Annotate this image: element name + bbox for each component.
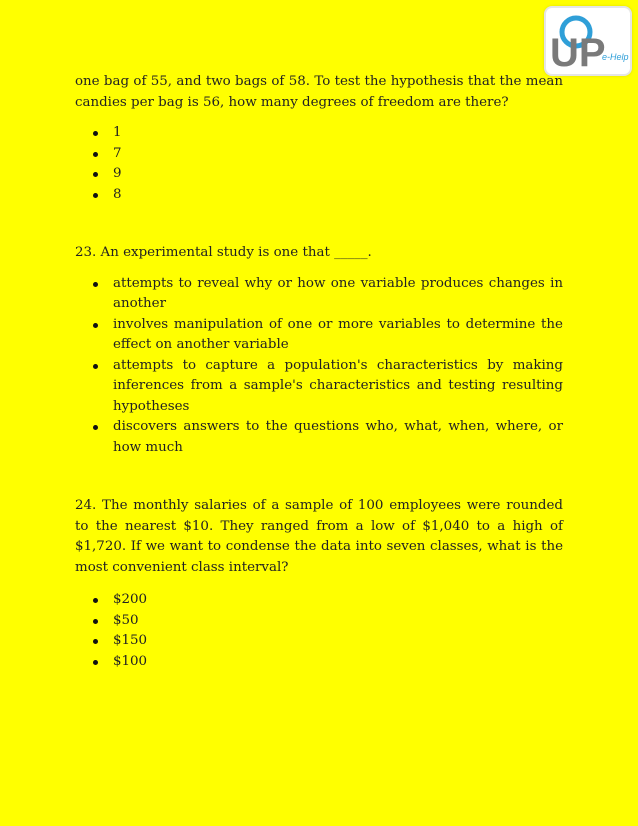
option-item: $200 — [113, 590, 563, 611]
option-item: $50 — [113, 611, 563, 632]
document-page — [75, 72, 563, 672]
logo-small-text: e-Help — [602, 52, 629, 62]
option-item: attempts to reveal why or how one variable produces changes in another — [113, 274, 563, 315]
option-item: 9 — [113, 164, 563, 185]
question-22-options — [75, 123, 563, 205]
logo-graphic — [546, 8, 630, 74]
question-24-options — [75, 590, 563, 672]
logo-big-text: UP — [550, 31, 606, 74]
option-item: 8 — [113, 185, 563, 206]
option-item: 7 — [113, 144, 563, 165]
option-item: $150 — [113, 631, 563, 652]
question-23-options — [75, 274, 563, 459]
option-item: $100 — [113, 652, 563, 673]
option-item: discovers answers to the questions who, what, when, where, or how much — [113, 417, 563, 458]
option-item: 1 — [113, 123, 563, 144]
option-item: involves manipulation of one or more variables to determine the effect on another variable — [113, 315, 563, 356]
brand-logo — [546, 8, 630, 74]
question-23-text: 23. An experimental study is one that _____. — [75, 245, 372, 260]
question-24-text: 24. The monthly salaries of a sample of 100 employees were rounded to the nearest $10. They ranged from a low of $1,040 to a high of $1,720. If we want to condense the data into seven classes, what is the most convenient class interval? — [75, 498, 563, 575]
question-22-text: one bag of 55, and two bags of 58. To test the hypothesis that the mean candies per bag is 56, how many degrees of freedom are there? — [75, 74, 563, 110]
option-item: attempts to capture a population's characteristics by making inferences from a sample's characteristics and testing resulting hypotheses — [113, 356, 563, 418]
